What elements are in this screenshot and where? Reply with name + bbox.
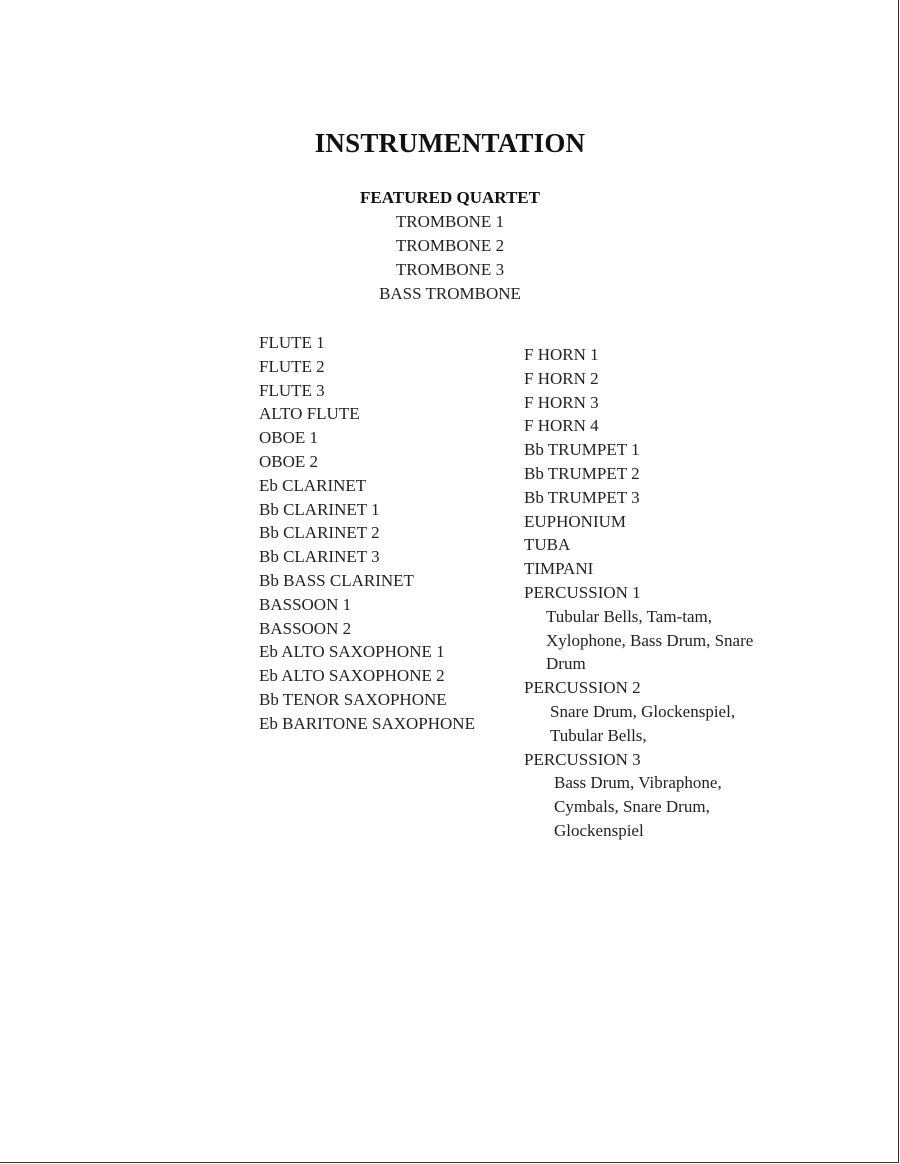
instrument-item: F HORN 4 <box>524 416 599 436</box>
percussion-3-detail: Cymbals, Snare Drum, <box>554 797 710 817</box>
featured-quartet <box>300 186 600 306</box>
instrument-item: FLUTE 1 <box>259 333 325 352</box>
quartet-item: TROMBONE 2 <box>395 236 505 255</box>
instrument-item: Bb CLARINET 1 <box>259 499 380 519</box>
instrument-item: TIMPANI <box>524 559 594 579</box>
percussion-1-detail: Tubular Bells, Tam-tam, <box>546 606 712 626</box>
instrument-item: OBOE 1 <box>259 428 319 448</box>
instrument-list-right <box>524 343 794 843</box>
instrument-item: F HORN 2 <box>524 368 599 388</box>
percussion-1-detail: Xylophone, Bass Drum, Snare <box>546 630 754 650</box>
instrument-item: Eb ALTO SAXOPHONE 2 <box>259 666 445 686</box>
instrument-item: Eb ALTO SAXOPHONE 1 <box>259 642 445 662</box>
instrument-item: Bb BASS CLARINET <box>259 570 414 590</box>
quartet-item: TROMBONE 1 <box>395 212 505 231</box>
percussion-3-detail: Bass Drum, Vibraphone, <box>554 773 722 793</box>
instrument-item: Bb CLARINET 3 <box>259 547 380 567</box>
instrument-item: Eb BARITONE SAXOPHONE <box>259 713 475 733</box>
instrument-item: Bb TRUMPET 3 <box>524 487 640 507</box>
percussion-1-label: PERCUSSION 1 <box>524 582 641 602</box>
instrument-item: BASSOON 2 <box>259 618 352 638</box>
quartet-heading: FEATURED QUARTET <box>360 188 540 207</box>
percussion-2-detail: Tubular Bells, <box>550 725 647 745</box>
percussion-2-label: PERCUSSION 2 <box>524 678 641 698</box>
page-title: INSTRUMENTATION <box>314 128 586 158</box>
instrument-item: ALTO FLUTE <box>259 404 360 424</box>
instrument-item: EUPHONIUM <box>524 511 626 531</box>
instrument-item: TUBA <box>524 535 571 555</box>
instrument-item: Bb TRUMPET 2 <box>524 463 640 483</box>
instrument-item: Bb TENOR SAXOPHONE <box>259 689 447 709</box>
instrument-item: Bb CLARINET 2 <box>259 523 380 543</box>
quartet-item: BASS TROMBONE <box>379 284 521 303</box>
percussion-2-detail: Snare Drum, Glockenspiel, <box>550 701 736 721</box>
quartet-item: TROMBONE 3 <box>395 260 505 279</box>
percussion-1-detail: Drum <box>546 654 586 674</box>
instrument-item: FLUTE 3 <box>259 380 325 400</box>
instrument-item: F HORN 1 <box>524 345 599 364</box>
instrument-item: BASSOON 1 <box>259 594 352 614</box>
instrument-item: OBOE 2 <box>259 451 319 471</box>
instrument-item: FLUTE 2 <box>259 356 325 376</box>
percussion-3-label: PERCUSSION 3 <box>524 749 641 769</box>
instrument-item: Eb CLARINET <box>259 475 367 495</box>
percussion-3-detail: Glockenspiel <box>554 820 644 840</box>
instrument-item: Bb TRUMPET 1 <box>524 440 640 460</box>
instrument-item: F HORN 3 <box>524 392 599 412</box>
instrument-list-left <box>259 331 475 736</box>
